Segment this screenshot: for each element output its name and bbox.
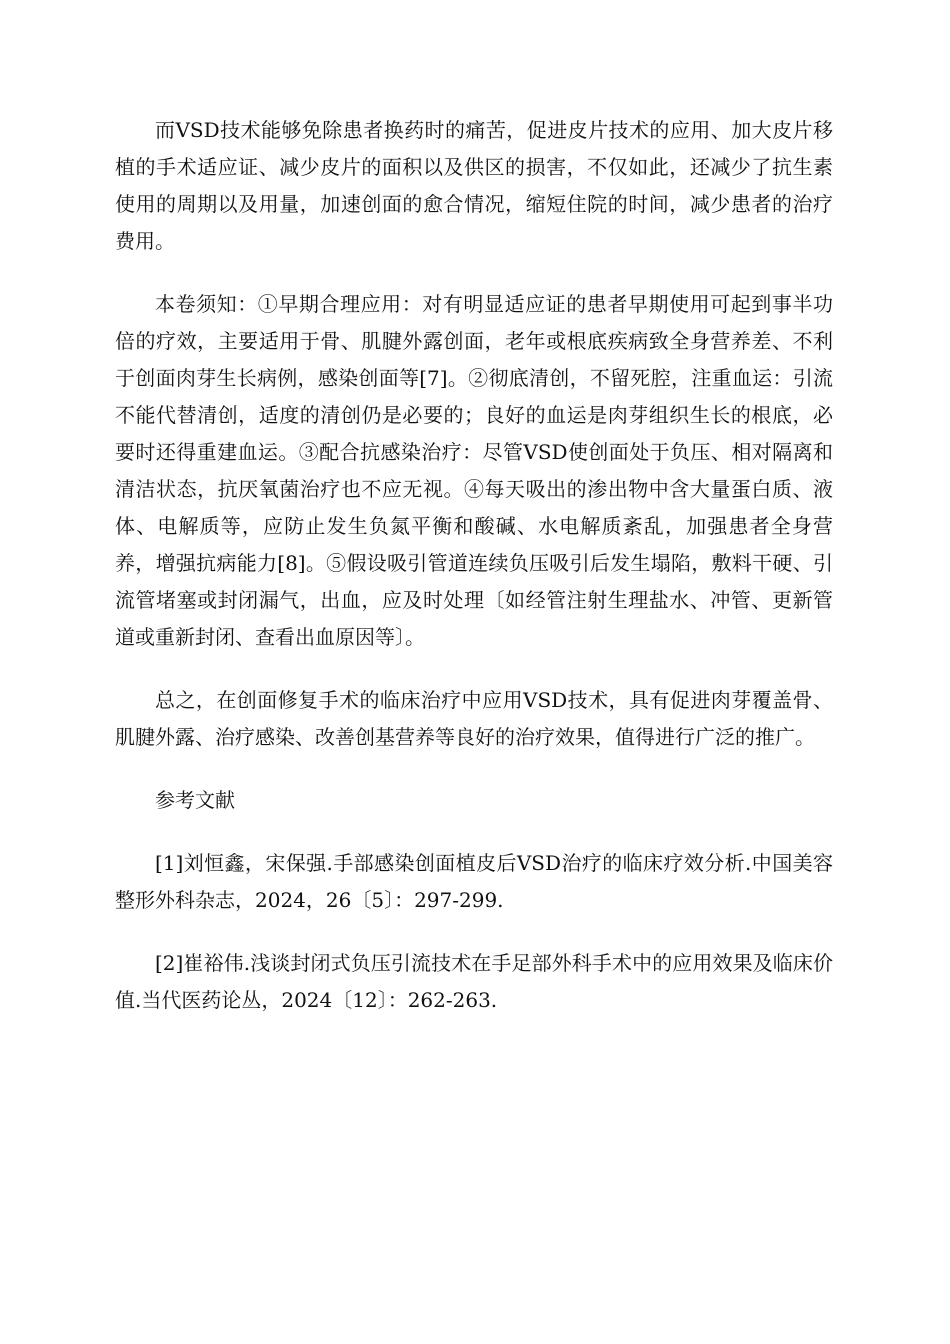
references-heading: 参考文献: [155, 788, 235, 812]
reference-item-1: [1]刘恒鑫，宋保强.手部感染创面植皮后VSD治疗的临床疗效分析.中国美容整形外科杂志，2024，26〔5〕：297-299.: [115, 851, 833, 912]
body-paragraph-3: 总之，在创面修复手术的临床治疗中应用VSD技术，具有促进肉芽覆盖骨、肌腱外露、治疗感染、改善创基营养等良好的治疗效果，值得进行广泛的推广。: [115, 688, 833, 749]
reference-item-2: [2]崔裕伟.浅谈封闭式负压引流技术在手足部外科手术中的应用效果及临床价值.当代医药论丛，2024〔12〕：262-263.: [115, 951, 833, 1012]
body-paragraph-2: 本卷须知：①早期合理应用：对有明显适应证的患者早期使用可起到事半功倍的疗效，主要适用于骨、肌腱外露创面，老年或根底疾病致全身营养差、不利于创面肉芽生长病例，感染创面等[7]。②彻底清创，不留死腔，注重血运：引流不能代替清创，适度的清创仍是必要的；良好的血运是肉芽组织生长的根底，必要时还得重建血运。③配合抗感染治疗：尽管VSD使创面处于负压、相对隔离和清洁状态，抗厌氧菌治疗也不应无视。④每天吸出的渗出物中含大量蛋白质、液体、电解质等，应防止发生负氮平衡和酸碱、水电解质紊乱，加强患者全身营养，增强抗病能力[8]。⑤假设吸引管道连续负压吸引后发生塌陷，敷料干硬、引流管堵塞或封闭漏气，出血，应及时处理〔如经管注射生理盐水、冲管、更新管道或重新封闭、查看出血原因等〕。: [115, 292, 833, 649]
document-body: [115, 112, 833, 1045]
body-paragraph-1: 而VSD技术能够免除患者换药时的痛苦，促进皮片技术的应用、加大皮片移植的手术适应证、减少皮片的面积以及供区的损害，不仅如此，还减少了抗生素使用的周期以及用量，加速创面的愈合情况，缩短住院的时间，减少患者的治疗费用。: [115, 118, 833, 253]
